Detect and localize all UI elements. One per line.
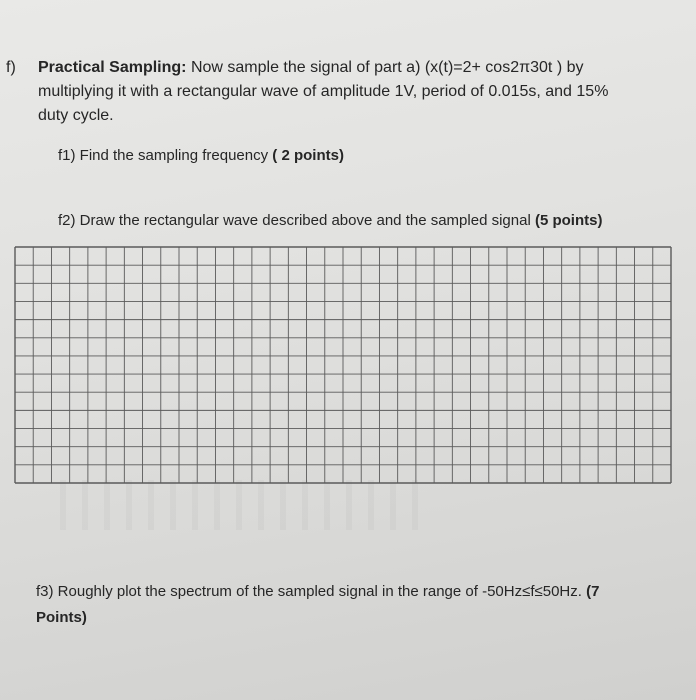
question-line-1 (38, 58, 584, 78)
f2-points: (5 points) (534, 212, 603, 229)
f1-text: f1) Find the sampling frequency (58, 147, 273, 164)
subquestion-f1 (58, 146, 344, 166)
question-line-2: multiplying it with a rectangular wave of amplitude 1V, period of 0.015s, and 15% (38, 83, 609, 100)
drawing-grid[interactable] (14, 246, 672, 484)
f1-points: ( 2 points) (272, 147, 344, 164)
f2-text: f2) Draw the rectangular wave described above and the sampled signal (58, 212, 535, 229)
question-marker: f) (6, 59, 16, 76)
subquestion-f3 (36, 582, 599, 602)
question-line-3: duty cycle. (38, 107, 114, 124)
f3-text: f3) Roughly plot the spectrum of the sampled signal in the range of -50Hz≤f≤50Hz. (36, 583, 587, 600)
bleed-through-marks (60, 480, 420, 530)
subquestion-f2 (58, 211, 602, 231)
question-title: Practical Sampling: (38, 59, 187, 76)
f3-points-part-2: Points) (36, 609, 87, 626)
question-line-1-text: Now sample the signal of part a) (x(t)=2+ cos2π30t ) by (186, 59, 584, 76)
f3-points-part-1: (7 (586, 583, 600, 600)
